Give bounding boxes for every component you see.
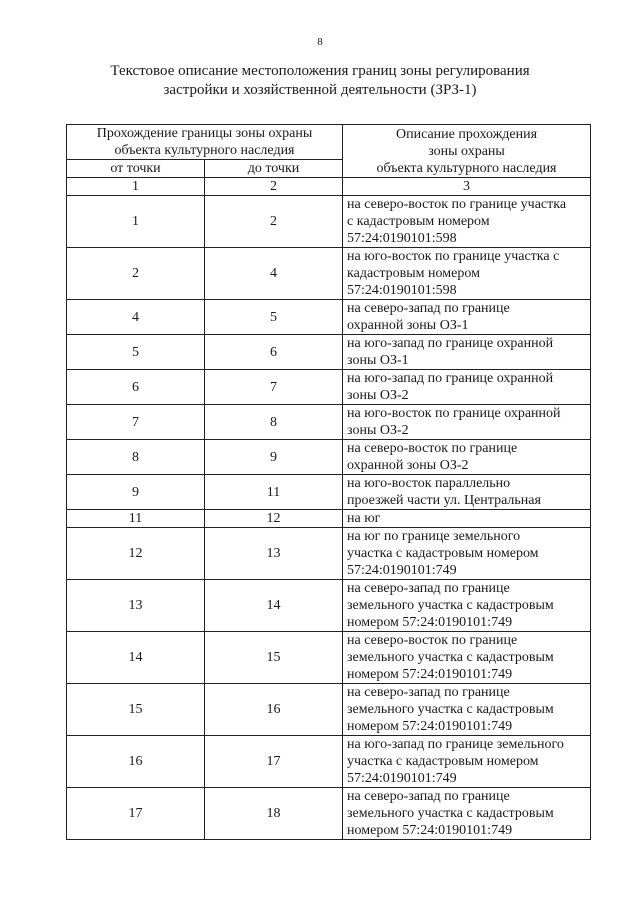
description-line: на северо-запад по границе	[347, 581, 510, 596]
from-point-cell: 8	[67, 440, 205, 475]
from-point-cell: 7	[67, 405, 205, 440]
to-point-cell: 18	[205, 788, 343, 840]
description-line: на юго-запад по границе охранной	[347, 336, 554, 351]
description-line: на юго-запад по границе земельного	[347, 737, 564, 752]
table-row	[67, 370, 591, 405]
description-line: земельного участка с кадастровым	[347, 702, 554, 717]
description-line: участка с кадастровым номером	[347, 546, 539, 561]
description-line: 57:24:0190101:749	[347, 563, 457, 578]
description-line: зоны ОЗ-1	[347, 353, 409, 368]
from-point-cell: 9	[67, 475, 205, 510]
to-point-cell: 4	[205, 248, 343, 300]
description-line: участка с кадастровым номером	[347, 754, 539, 769]
description-line: на юго-восток параллельно	[347, 476, 511, 491]
description-line: номером 57:24:0190101:749	[347, 615, 513, 630]
description-cell	[343, 736, 591, 788]
table-row	[67, 440, 591, 475]
table-row	[67, 684, 591, 736]
description-line: на северо-восток по границе	[347, 441, 518, 456]
description-line: номером 57:24:0190101:749	[347, 667, 513, 682]
table-row	[67, 248, 591, 300]
description-line: земельного участка с кадастровым	[347, 598, 554, 613]
description-line: на северо-запад по границе	[347, 301, 510, 316]
description-cell	[343, 788, 591, 840]
document-title	[0, 62, 640, 100]
header-line: Прохождение границы зоны охраны	[96, 126, 313, 141]
from-point-cell: 2	[67, 248, 205, 300]
description-line: на юго-восток по границе охранной	[347, 406, 561, 421]
table-row	[67, 335, 591, 370]
to-point-cell: 12	[205, 510, 343, 528]
description-line: зоны ОЗ-2	[347, 423, 409, 438]
description-line: охранной зоны ОЗ-1	[347, 318, 469, 333]
description-line: с кадастровым номером	[347, 214, 490, 229]
description-cell	[343, 580, 591, 632]
from-point-cell: 15	[67, 684, 205, 736]
to-point-cell: 17	[205, 736, 343, 788]
header-line: зоны охраны	[428, 143, 505, 159]
from-point-cell: 12	[67, 528, 205, 580]
header-boundary-passage	[67, 125, 343, 160]
title-line: застройки и хозяйственной деятельности (ЗРЗ-1)	[163, 82, 477, 98]
to-point-cell: 7	[205, 370, 343, 405]
description-cell	[343, 196, 591, 248]
page-number: 8	[317, 36, 323, 48]
column-number: 2	[205, 178, 343, 196]
table-row	[67, 632, 591, 684]
from-point-cell: 11	[67, 510, 205, 528]
from-point-cell: 5	[67, 335, 205, 370]
description-line: на юг	[347, 511, 381, 526]
table-row	[67, 528, 591, 580]
table-row	[67, 196, 591, 248]
description-line: зоны ОЗ-2	[347, 388, 409, 403]
header-line: Описание прохождения	[395, 126, 538, 142]
to-point-cell: 16	[205, 684, 343, 736]
description-cell	[343, 370, 591, 405]
description-line: на северо-восток по границе участка	[347, 197, 567, 212]
header-to-point: до точки	[205, 160, 343, 178]
description-line: на юго-восток по границе участка с	[347, 249, 560, 264]
description-cell	[343, 528, 591, 580]
header-description	[343, 125, 591, 178]
from-point-cell: 1	[67, 196, 205, 248]
to-point-cell: 15	[205, 632, 343, 684]
table-row	[67, 405, 591, 440]
description-line: 57:24:0190101:598	[347, 283, 457, 298]
description-line: на северо-запад по границе	[347, 685, 510, 700]
description-cell	[343, 510, 591, 528]
from-point-cell: 6	[67, 370, 205, 405]
description-line: на северо-запад по границе	[347, 789, 510, 804]
header-line: объекта культурного наследия	[114, 143, 295, 158]
to-point-cell: 2	[205, 196, 343, 248]
description-line: 57:24:0190101:598	[347, 231, 457, 246]
table-row	[67, 475, 591, 510]
table-row	[67, 580, 591, 632]
from-point-cell: 4	[67, 300, 205, 335]
description-cell	[343, 335, 591, 370]
description-line: номером 57:24:0190101:749	[347, 719, 513, 734]
description-line: номером 57:24:0190101:749	[347, 823, 513, 838]
header-line: объекта культурного наследия	[376, 160, 557, 176]
description-line: 57:24:0190101:749	[347, 771, 457, 786]
boundary-table	[66, 124, 591, 840]
description-cell	[343, 248, 591, 300]
description-cell	[343, 300, 591, 335]
description-line: проезжей части ул. Центральная	[347, 493, 541, 508]
from-point-cell: 14	[67, 632, 205, 684]
from-point-cell: 17	[67, 788, 205, 840]
to-point-cell: 13	[205, 528, 343, 580]
description-cell	[343, 475, 591, 510]
description-line: на юг по границе земельного	[347, 529, 521, 544]
column-number: 1	[67, 178, 205, 196]
table-row	[67, 510, 591, 528]
description-line: охранной зоны ОЗ-2	[347, 458, 469, 473]
to-point-cell: 14	[205, 580, 343, 632]
to-point-cell: 6	[205, 335, 343, 370]
description-cell	[343, 684, 591, 736]
to-point-cell: 9	[205, 440, 343, 475]
description-line: на юго-запад по границе охранной	[347, 371, 554, 386]
header-from-point: от точки	[67, 160, 205, 178]
description-cell	[343, 440, 591, 475]
column-number: 3	[343, 178, 591, 196]
from-point-cell: 13	[67, 580, 205, 632]
to-point-cell: 8	[205, 405, 343, 440]
description-line: земельного участка с кадастровым	[347, 650, 554, 665]
description-line: земельного участка с кадастровым	[347, 806, 554, 821]
description-cell	[343, 632, 591, 684]
table-row	[67, 736, 591, 788]
from-point-cell: 16	[67, 736, 205, 788]
description-line: на северо-восток по границе	[347, 633, 518, 648]
to-point-cell: 11	[205, 475, 343, 510]
table-row	[67, 788, 591, 840]
description-cell	[343, 405, 591, 440]
title-line: Текстовое описание местоположения границ зоны регулирования	[110, 63, 530, 79]
to-point-cell: 5	[205, 300, 343, 335]
description-line: кадастровым номером	[347, 266, 480, 281]
table-row	[67, 300, 591, 335]
